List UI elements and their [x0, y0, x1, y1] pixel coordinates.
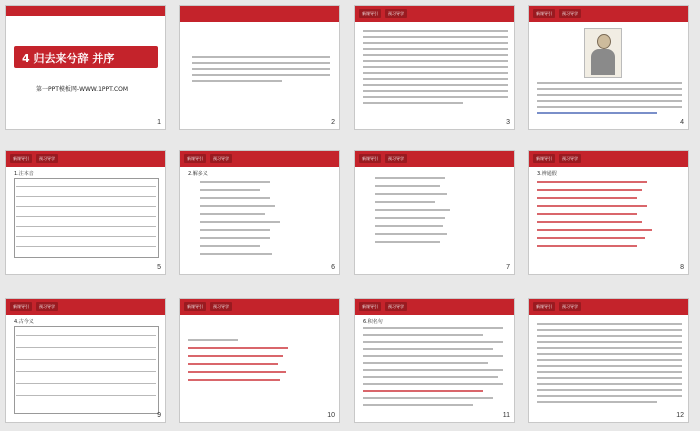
text-line	[537, 82, 682, 84]
text-line	[537, 237, 645, 239]
table-row	[16, 395, 156, 396]
text-line	[188, 347, 288, 349]
text-line	[537, 205, 647, 207]
table-row	[16, 347, 156, 348]
text-line	[192, 74, 330, 76]
text-line	[363, 36, 508, 38]
tab-tag-2: 预习导学	[385, 302, 407, 311]
tab-tag-2: 预习导学	[36, 302, 58, 311]
text-line	[537, 353, 682, 355]
text-line	[363, 72, 508, 74]
slide-title: 4 归去来兮辞 并序	[22, 52, 115, 65]
tab-tag-1: 新课导引	[533, 302, 555, 311]
slide-thumbnail-10[interactable]	[179, 298, 340, 423]
tab-tag-1: 新课导引	[10, 302, 32, 311]
slide-subtitle: 第一PPT模板网-WWW.1PPT.COM	[36, 86, 129, 93]
slide-number: 10	[327, 412, 335, 419]
text-line	[188, 339, 238, 341]
slide-number: 7	[506, 264, 510, 271]
tab-tag-2: 预习导学	[385, 9, 407, 18]
tab-tag-2: 预习导学	[559, 154, 581, 163]
slide-number: 9	[157, 412, 161, 419]
text-line	[537, 189, 642, 191]
text-line	[200, 253, 272, 255]
text-line	[192, 56, 330, 58]
text-line	[537, 329, 682, 331]
slide-number: 11	[502, 412, 510, 419]
tab-tag-1: 新课导引	[533, 9, 555, 18]
text-line	[363, 369, 503, 371]
text-line	[188, 363, 278, 365]
portrait-robe	[591, 49, 615, 75]
tab-tag-1: 新课导引	[359, 154, 381, 163]
tab-tag-1: 新课导引	[10, 154, 32, 163]
text-line	[363, 60, 508, 62]
tab-tag-2: 预习导学	[385, 154, 407, 163]
text-line	[537, 106, 682, 108]
slide-thumbnail-5[interactable]	[5, 150, 166, 275]
tab-tag-1: 新课导引	[184, 302, 206, 311]
text-line	[363, 96, 508, 98]
text-line	[188, 355, 283, 357]
tab-tag-1: 新课导引	[359, 302, 381, 311]
text-line	[537, 197, 637, 199]
text-line	[363, 390, 483, 392]
text-line	[363, 355, 503, 357]
slide-header-bar	[6, 6, 165, 16]
text-line	[537, 229, 652, 231]
tab-tag-1: 新课导引	[533, 154, 555, 163]
text-line	[363, 362, 488, 364]
text-line	[188, 379, 280, 381]
text-line	[363, 84, 508, 86]
text-line	[192, 62, 330, 64]
tab-tag-2: 预习导学	[559, 302, 581, 311]
text-line	[375, 217, 445, 219]
text-line	[363, 42, 508, 44]
text-line	[200, 221, 280, 223]
text-line	[375, 185, 440, 187]
table-row	[16, 359, 156, 360]
text-line	[537, 365, 682, 367]
slide-thumbnail-3[interactable]	[354, 5, 515, 130]
text-line	[200, 197, 270, 199]
tab-tag-2: 预习导学	[210, 154, 232, 163]
text-line	[200, 213, 265, 215]
text-line	[537, 323, 682, 325]
slide-number: 5	[157, 264, 161, 271]
text-line	[363, 397, 493, 399]
text-line	[537, 383, 682, 385]
table-row	[16, 246, 156, 247]
text-line	[537, 401, 657, 403]
table-row	[16, 206, 156, 207]
text-line	[537, 181, 647, 183]
tab-tag-1: 新课导引	[184, 154, 206, 163]
slide-heading: 2.解多义	[188, 171, 208, 177]
author-portrait	[584, 28, 622, 78]
text-line	[363, 404, 473, 406]
text-line	[537, 100, 682, 102]
text-line	[537, 395, 682, 397]
text-line	[363, 66, 508, 68]
table-row	[16, 236, 156, 237]
text-line	[192, 68, 330, 70]
slide-number: 1	[157, 119, 161, 126]
table-row	[16, 371, 156, 372]
text-line	[363, 376, 498, 378]
table-row	[16, 186, 156, 187]
text-line	[537, 347, 682, 349]
text-line	[200, 181, 270, 183]
slide-number: 12	[676, 412, 684, 419]
text-line	[375, 225, 443, 227]
text-line	[363, 48, 508, 50]
slide-thumbnail-4[interactable]	[528, 5, 689, 130]
text-line	[537, 335, 682, 337]
text-line	[537, 389, 682, 391]
slide-thumbnail-6[interactable]	[179, 150, 340, 275]
text-line	[188, 371, 286, 373]
text-line	[537, 94, 682, 96]
slide-heading: 3.辨通假	[537, 171, 557, 177]
slide-heading: 6.积名句	[363, 319, 383, 325]
meaning-table	[14, 326, 159, 414]
text-line	[537, 213, 637, 215]
text-line	[537, 112, 657, 114]
slide-thumbnail-1[interactable]	[5, 5, 166, 130]
text-line	[375, 233, 447, 235]
text-line	[375, 177, 445, 179]
text-line	[537, 377, 682, 379]
text-line	[375, 193, 447, 195]
tab-tag-2: 预习导学	[36, 154, 58, 163]
table-row	[16, 335, 156, 336]
text-line	[200, 229, 270, 231]
tab-tag-2: 预习导学	[210, 302, 232, 311]
slide-header-bar	[180, 6, 339, 22]
slide-thumbnail-8[interactable]	[528, 150, 689, 275]
text-line	[375, 241, 440, 243]
slide-thumbnail-9[interactable]	[5, 298, 166, 423]
text-line	[375, 201, 435, 203]
text-line	[375, 209, 450, 211]
text-line	[200, 205, 275, 207]
table-row	[16, 196, 156, 197]
text-line	[537, 341, 682, 343]
portrait-head	[597, 34, 611, 49]
slide-thumbnail-2[interactable]	[179, 5, 340, 130]
text-line	[363, 54, 508, 56]
text-line	[363, 102, 463, 104]
slide-number: 3	[506, 119, 510, 126]
slide-number: 8	[680, 264, 684, 271]
text-line	[537, 371, 682, 373]
text-line	[363, 30, 508, 32]
slide-heading: 4.古今义	[14, 319, 34, 325]
text-line	[363, 327, 503, 329]
text-line	[537, 88, 682, 90]
slide-thumbnail-11[interactable]	[354, 298, 515, 423]
text-line	[200, 237, 270, 239]
text-line	[192, 80, 282, 82]
slide-number: 2	[331, 119, 335, 126]
text-line	[363, 334, 483, 336]
table-row	[16, 216, 156, 217]
text-line	[200, 245, 260, 247]
slide-thumbnail-7[interactable]	[354, 150, 515, 275]
text-line	[200, 189, 260, 191]
text-line	[363, 90, 508, 92]
tab-tag-1: 新课导引	[359, 9, 381, 18]
text-line	[363, 78, 508, 80]
text-line	[363, 341, 503, 343]
slide-number: 6	[331, 264, 335, 271]
slide-number: 4	[680, 119, 684, 126]
text-line	[363, 348, 493, 350]
text-line	[537, 245, 637, 247]
table-row	[16, 383, 156, 384]
slide-thumbnail-12[interactable]	[528, 298, 689, 423]
text-line	[363, 383, 503, 385]
text-line	[537, 221, 642, 223]
slide-heading: 1.注本音	[14, 171, 34, 177]
text-line	[537, 359, 682, 361]
table-row	[16, 226, 156, 227]
tab-tag-2: 预习导学	[559, 9, 581, 18]
